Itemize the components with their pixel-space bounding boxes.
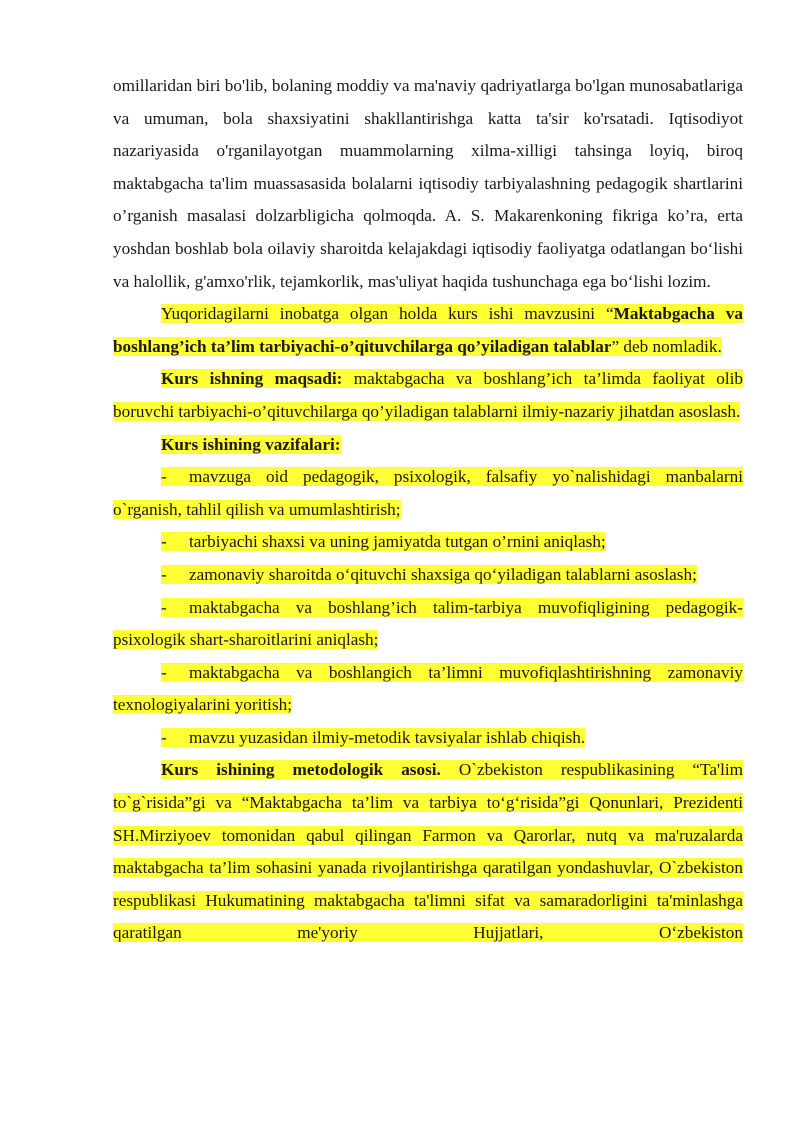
task-text: mavzu yuzasidan ilmiy-metodik tavsiyalar ishlab chiqish. — [189, 727, 586, 747]
methodology-label: Kurs ishining metodologik asosi. — [161, 760, 441, 780]
goal-text: maktabgacha va boshlang’ich ta’limda faoliyat olib boruvchi tarbiyachi-o’qituvchilarga qo’yiladigan talablarni ilmiy-nazariy jihatdan asoslash. — [113, 369, 743, 421]
task-item — [113, 526, 743, 559]
task-item — [113, 722, 743, 755]
topic-lead: Yuqoridagilarni inobatga olgan holda kurs ishi mavzusini “ — [161, 304, 614, 324]
document-body — [113, 70, 743, 950]
topic-title: Maktabgacha va boshlang’ich ta’lim tarbiyachi-o’qituvchilarga qo’yiladigan talablar — [113, 304, 743, 356]
task-text: mavzuga oid pedagogik, psixologik, falsafiy yo`nalishidagi manbalarni o`rganish, tahlil qilish va umumlashtirish; — [113, 467, 743, 519]
task-bullet: - — [161, 662, 167, 682]
tasks-heading-paragraph — [113, 429, 743, 462]
topic-paragraph — [113, 298, 743, 363]
task-bullet: - — [161, 564, 167, 584]
task-item — [113, 657, 743, 722]
task-bullet: - — [161, 467, 167, 487]
task-text: tarbiyachi shaxsi va uning jamiyatda tutgan o’rnini aniqlash; — [189, 532, 606, 552]
task-bullet: - — [161, 597, 167, 617]
goal-label: Kurs ishning maqsadi: — [161, 369, 343, 389]
task-text: maktabgacha va boshlang’ich talim-tarbiya muvofiqligining pedagogik-psixologik shart-sharoitlarini aniqlash; — [113, 597, 743, 650]
methodology-text: O`zbekiston respublikasining “Ta'lim to`g`risida”gi va “Maktabgacha ta’lim va tarbiya to‘g‘risida”gi Qonunlari, Prezidenti SH.Mirziyoev tomonidan qabul qilingan Farmon va Qarorlar, nutq va ma'ruzalarda maktabgacha ta’lim sohasini yanada rivojlantirishga qaratilgan yondashuvlar, O`zbekiston respublikasi Hukumatining maktabgacha ta'limni sifat va samaradorligini ta'minlashga qaratilgan me'yoriy Hujjatlari, O‘zbekiston — [113, 760, 743, 943]
task-item — [113, 461, 743, 526]
task-bullet: - — [161, 532, 167, 552]
task-item — [113, 559, 743, 592]
task-item — [113, 592, 743, 657]
task-text: maktabgacha va boshlangich ta’limni muvofiqlashtirishning zamonaviy texnologiyalarini yoritish; — [113, 662, 743, 715]
intro-paragraph: omillaridan biri bo'lib, bolaning moddiy va ma'naviy qadriyatlarga bo'lgan munosabatlariga va umuman, bola shaxsiyatini shakllantirishga katta ta'sir ko'rsatadi. Iqtisodiyot nazariyasida o'rganilayotgan muammolarning xilma-xilligi tahsinga loyiq, biroq maktabgacha ta'lim muassasasida bolalarni iqtisodiy tarbiyalashning pedagogik shartlarini o’rganish masalasi dolzarbligicha qolmoqda. A. S. Makarenkoning fikriga ko’ra, erta yoshdan boshlab bola oilaviy sharoitda kelajakdagi iqtisodiy faoliyatga odatlangan bo‘lishi va halollik, g'amxo'rlik, tejamkorlik, mas'uliyat haqida tushunchaga ega bo‘lishi lozim. — [113, 76, 743, 291]
methodology-paragraph — [113, 754, 743, 950]
topic-tail: ” deb nomladik. — [611, 336, 722, 356]
tasks-heading: Kurs ishining vazifalari: — [161, 434, 341, 454]
goal-paragraph — [113, 363, 743, 428]
task-text: zamonaviy sharoitda o‘qituvchi shaxsiga qo‘yiladigan talablarni asoslash; — [189, 564, 697, 584]
task-bullet: - — [161, 727, 167, 747]
